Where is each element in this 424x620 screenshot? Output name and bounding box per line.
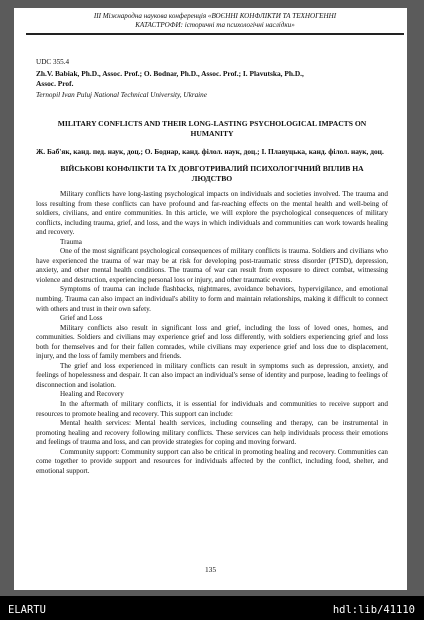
- article-body: [36, 190, 388, 476]
- section-heading-healing: Healing and Recovery: [60, 390, 124, 399]
- conference-header: [26, 8, 404, 35]
- authors-en-line-1: Zh.V. Babiak, Ph.D., Assoc. Prof.; O. Bodnar, Ph.D., Assoc. Prof.; I. Plavutska, Ph.D.,: [36, 69, 304, 78]
- header-line-1: ІІІ Міжнародна наукова конференція «ВОЄННІ КОНФЛІКТИ ТА ТЕХНОГЕННІ: [93, 12, 337, 20]
- paragraph: Community support: Community support can also be critical in promoting healing and recovery. Communities can come together to provide support and resources for individuals affected by the conflict, including food, shelter, and emotional support.: [36, 447, 388, 475]
- paragraph: Military conflicts also result in significant loss and grief, including the loss of loved ones, homes, and communities. Soldiers and civilians may experience grief and loss differently, with soldiers experiencing grief and loss both for themselves and for their fallen comrades, while civilians may experience grief and loss due to displacement, injury, and the loss of family members and friends.: [36, 323, 388, 361]
- paragraph: Symptoms of trauma can include flashbacks, nightmares, avoidance behaviors, hypervigilance, and emotional numbing. Trauma can also impact an individual's ability to form and maintain relationships, making it difficult to connect with others and trust in their own safety.: [36, 285, 388, 313]
- section-heading-grief: Grief and Loss: [60, 314, 103, 323]
- paragraph: Mental health services: Mental health services, including counseling and therapy, can be instrumental in promoting healing and recovery following military conflicts. These services can help individuals process their emotions and feelings of trauma and loss, and can provide strategies for coping and moving forward.: [36, 419, 388, 447]
- paragraph: One of the most significant psychological consequences of military conflicts is trauma. Soldiers and civilians who have experienced the trauma of war may be at risk for developing post-traumatic stress disorder (PTSD), depression, anxiety, and other mental health conditions. The trauma of war can result from exposure to direct combat, witnessing violence and destruction, experiencing personal loss or injury, and other traumatic events.: [36, 247, 388, 284]
- authors-en-line-2: Assoc. Prof.: [36, 79, 74, 88]
- authors-ua: Ж. Баб'як, канд. пед. наук, доц.; О. Боднар, канд. філол. наук, доц.; І. Плавуцька, канд. філол. наук, доц.: [36, 147, 384, 156]
- article-title-en: MILITARY CONFLICTS AND THEIR LONG-LASTING PSYCHOLOGICAL IMPACTS ON HUMANITY: [57, 119, 367, 138]
- article-title-ua: ВІЙСЬКОВІ КОНФЛІКТИ ТА ЇХ ДОВГОТРИВАЛИЙ ПСИХОЛОГІЧНИЙ ВПЛИВ НА ЛЮДСТВО: [60, 164, 364, 183]
- paragraph: In the aftermath of military conflicts, it is essential for individuals and communities to receive support and resources to promote healing and recovery. This support can include:: [36, 400, 388, 418]
- affiliation: Ternopil Ivan Puluj National Technical University, Ukraine: [36, 91, 207, 99]
- authors-en: [36, 69, 388, 89]
- paragraph: Military conflicts have long-lasting psychological impacts on individuals and societies involved. The trauma and loss resulting from these conflicts can have profound and far-reaching effects on the mental health and well-being of soldiers, civilians, and entire communities. In this article, we will explore the psychological consequences of military conflicts, including trauma, grief, and loss, and the ways in which individuals and communities can work towards healing and recovery.: [36, 190, 388, 237]
- repository-footer: [0, 596, 424, 620]
- handle-link[interactable]: hdl:lib/41110: [332, 604, 415, 616]
- page-number: 135: [204, 565, 217, 574]
- repository-name: ELARTU: [8, 604, 46, 616]
- document-page: [14, 8, 407, 590]
- paragraph: The grief and loss experienced in military conflicts can result in symptoms such as depression, anxiety, and feelings of hopelessness and despair. It can also impact an individual's sense of identity and purpose, leading to feelings of disconnection and isolation.: [36, 361, 388, 389]
- udc-code: UDC 355.4: [36, 58, 70, 66]
- header-line-2: КАТАСТРОФИ: історичні та психологічні наслідки»: [135, 21, 295, 29]
- section-heading-trauma: Trauma: [60, 237, 82, 246]
